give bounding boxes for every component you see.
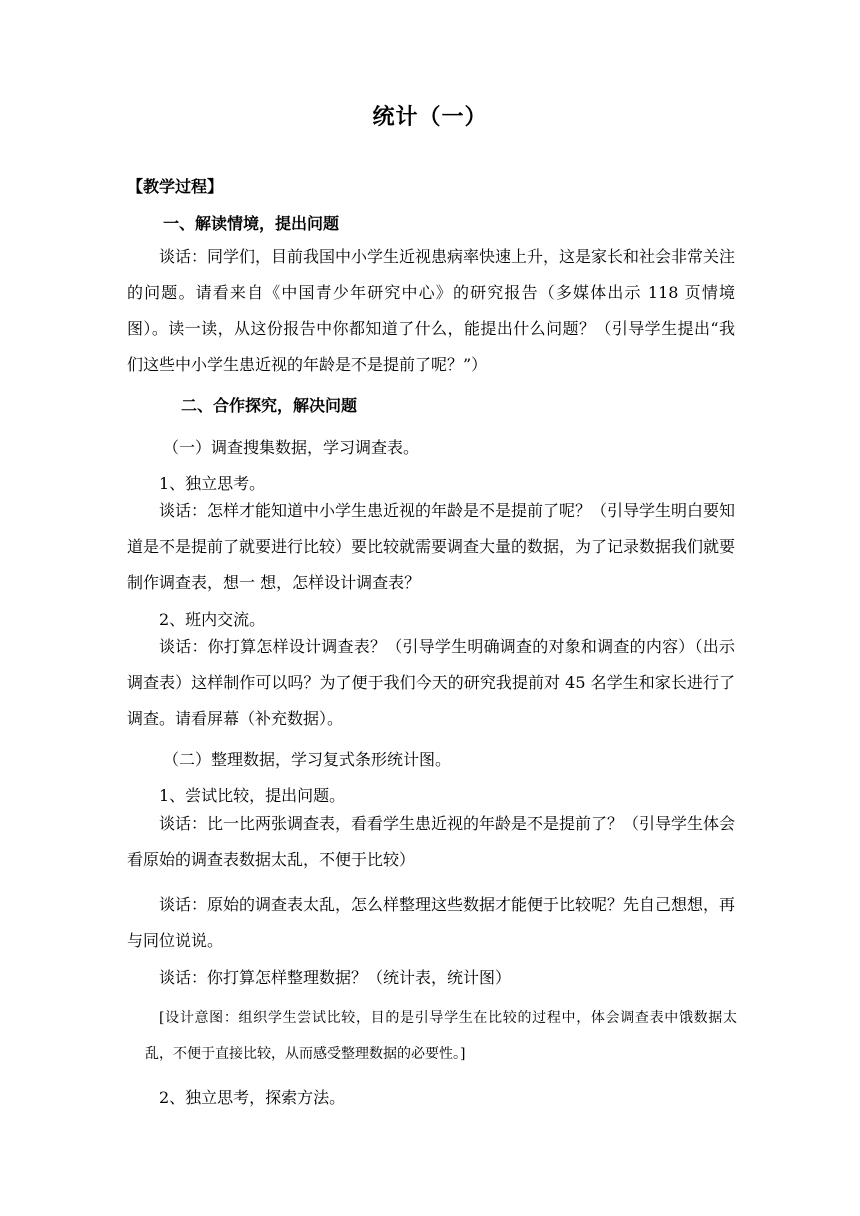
heading-interpret-situation: 一、解读情境，提出问题 <box>163 214 340 233</box>
paragraph-show-survey-talk: 谈话：你打算怎样设计调查表？（引导学生明确调查的对象和调查的内容）（出示调查表）这样制作可以吗？为了便于我们今天的研究我提前对 45 名学生和家长进行了 调查。请看屏幕（补充数据）。 <box>127 637 735 728</box>
section-label-teaching-process: 【教学过程】 <box>127 177 224 196</box>
document-title: 统计（一） <box>372 104 488 130</box>
step-explore-methods: 2、独立思考，探索方法。 <box>159 1088 346 1107</box>
step-class-discussion: 2、班内交流。 <box>159 610 266 629</box>
paragraph-intro-talk: 谈话：同学们，目前我国中小学生近视患病率快速上升，这是家长和社会非常关注的问题。请看来自《中国青少年研究中心》的研究报告（多媒体出示 118 页情境图）。读一读，从这份报告中你都知道了什么，能提出什么问题？（引导学生提出“我们这些中小学生患近视的年龄是不是提前了呢？”） <box>127 247 736 374</box>
paragraph-design-survey-talk: 谈话：怎样才能知道中小学生患近视的年龄是不是提前了呢？（引导学生明白要知道是不是提前了就要进行比较）要比较就需要调查大量的数据，为了记录数据我们就要制作调查表，想一 想，怎样设计调查表？ <box>127 501 736 592</box>
heading-cooperative-exploration: 二、合作探究，解决问题 <box>181 396 358 415</box>
design-intent-note: [设计意图：组织学生尝试比较，目的是引导学生在比较的过程中，体会调查表中饿数据太乱，不便于直接比较，从而感受整理数据的必要性。] <box>145 1010 737 1062</box>
subheading-survey-data: （一）调查搜集数据，学习调查表。 <box>163 438 420 457</box>
step-independent-thinking: 1、独立思考。 <box>159 474 266 493</box>
step-try-compare: 1、尝试比较，提出问题。 <box>159 786 346 805</box>
paragraph-organize-data-talk: 谈话：原始的调查表太乱，怎么样整理这些数据才能便于比较呢？先自己想想，再与同位说说。 <box>127 895 736 950</box>
subheading-organize-data: （二）整理数据，学习复式条形统计图。 <box>163 750 452 769</box>
paragraph-how-organize-talk: 谈话：你打算怎样整理数据？（统计表，统计图） <box>159 968 512 987</box>
paragraph-compare-tables-talk: 谈话：比一比两张调查表，看看学生患近视的年龄是不是提前了？（引导学生体会看原始的调查表数据太乱，不便于比较） <box>127 814 736 869</box>
